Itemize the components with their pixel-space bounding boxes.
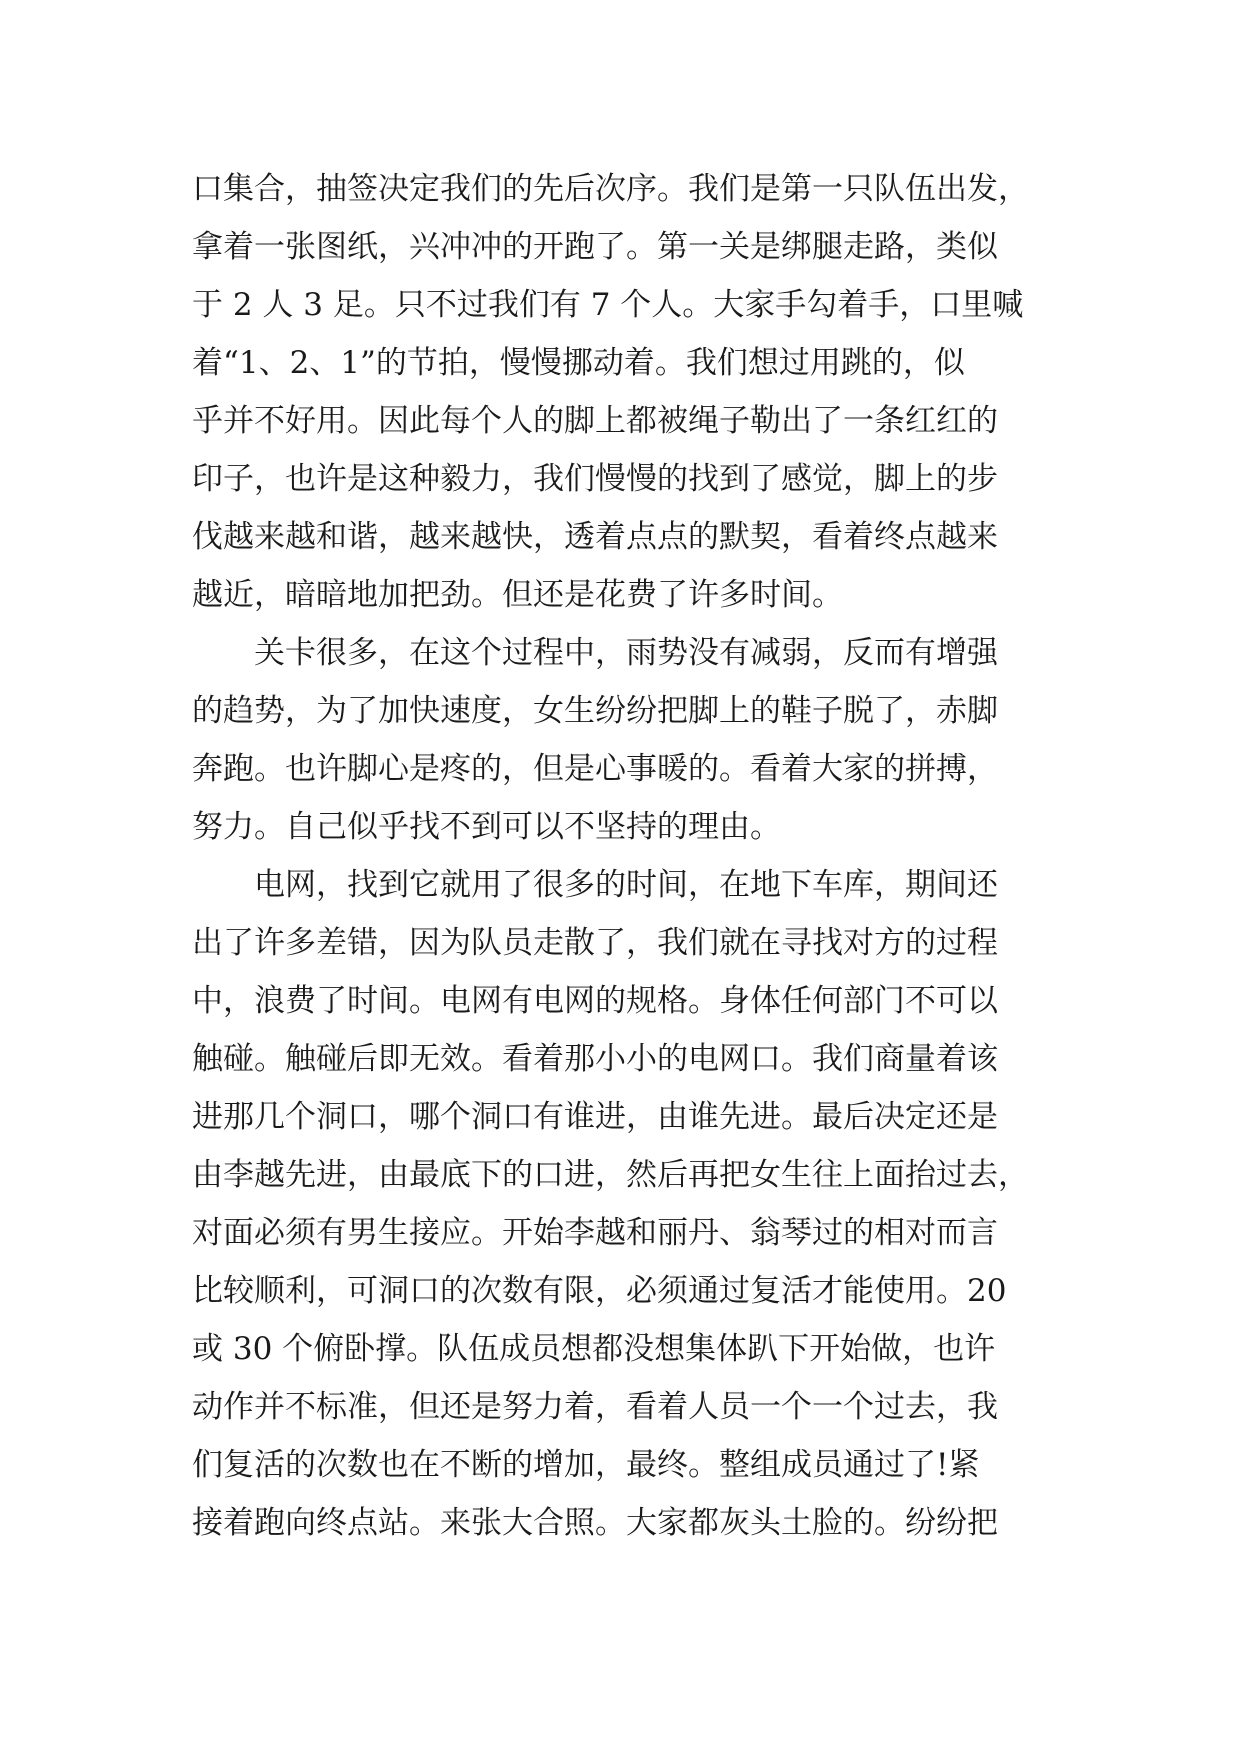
text-line: 比较顺利，可洞口的次数有限，必须通过复活才能使用。20	[192, 1273, 1007, 1309]
text-line: 进那几个洞口，哪个洞口有谁进，由谁先进。最后决定还是	[192, 1099, 998, 1135]
paragraph-start-line: 关卡很多，在这个过程中，雨势没有减弱，反而有增强	[192, 635, 998, 671]
text-line: 触碰。触碰后即无效。看着那小小的电网口。我们商量着该	[192, 1041, 998, 1077]
text-line: 印子，也许是这种毅力，我们慢慢的找到了感觉，脚上的步	[192, 461, 998, 497]
text-line: 由李越先进，由最底下的口进，然后再把女生往上面抬过去，	[192, 1157, 1029, 1193]
text-line: 努力。自己似乎找不到可以不坚持的理由。	[192, 809, 781, 845]
text-line: 着“1、2、1”的节拍，慢慢挪动着。我们想过用跳的，似	[192, 345, 965, 381]
text-line: 接着跑向终点站。来张大合照。大家都灰头土脸的。纷纷把	[192, 1505, 998, 1541]
text-line: 乎并不好用。因此每个人的脚上都被绳子勒出了一条红红的	[192, 403, 998, 439]
text-line: 拿着一张图纸，兴冲冲的开跑了。第一关是绑腿走路，类似	[192, 229, 998, 265]
text-line: 越近，暗暗地加把劲。但还是花费了许多时间。	[192, 577, 843, 613]
text-line: 中，浪费了时间。电网有电网的规格。身体任何部门不可以	[192, 983, 998, 1019]
text-line: 的趋势，为了加快速度，女生纷纷把脚上的鞋子脱了，赤脚	[192, 693, 998, 729]
text-line: 于 2 人 3 足。只不过我们有 7 个人。大家手勾着手，口里喊	[192, 287, 1024, 323]
text-line: 伐越来越和谐，越来越快，透着点点的默契，看着终点越来	[192, 519, 998, 555]
text-line: 奔跑。也许脚心是疼的，但是心事暖的。看着大家的拼搏，	[192, 751, 998, 787]
text-line: 或 30 个俯卧撑。队伍成员想都没想集体趴下开始做，也许	[192, 1331, 996, 1367]
text-line: 口集合，抽签决定我们的先后次序。我们是第一只队伍出发，	[192, 171, 1029, 207]
text-line: 们复活的次数也在不断的增加，最终。整组成员通过了!紧	[192, 1447, 980, 1483]
text-line: 动作并不标准，但还是努力着，看着人员一个一个过去，我	[192, 1389, 998, 1425]
paragraph-start-line: 电网，找到它就用了很多的时间，在地下车库，期间还	[192, 867, 998, 903]
text-line: 对面必须有男生接应。开始李越和丽丹、翁琴过的相对而言	[192, 1215, 998, 1251]
body-text	[192, 160, 1052, 1552]
text-line: 出了许多差错，因为队员走散了，我们就在寻找对方的过程	[192, 925, 998, 961]
